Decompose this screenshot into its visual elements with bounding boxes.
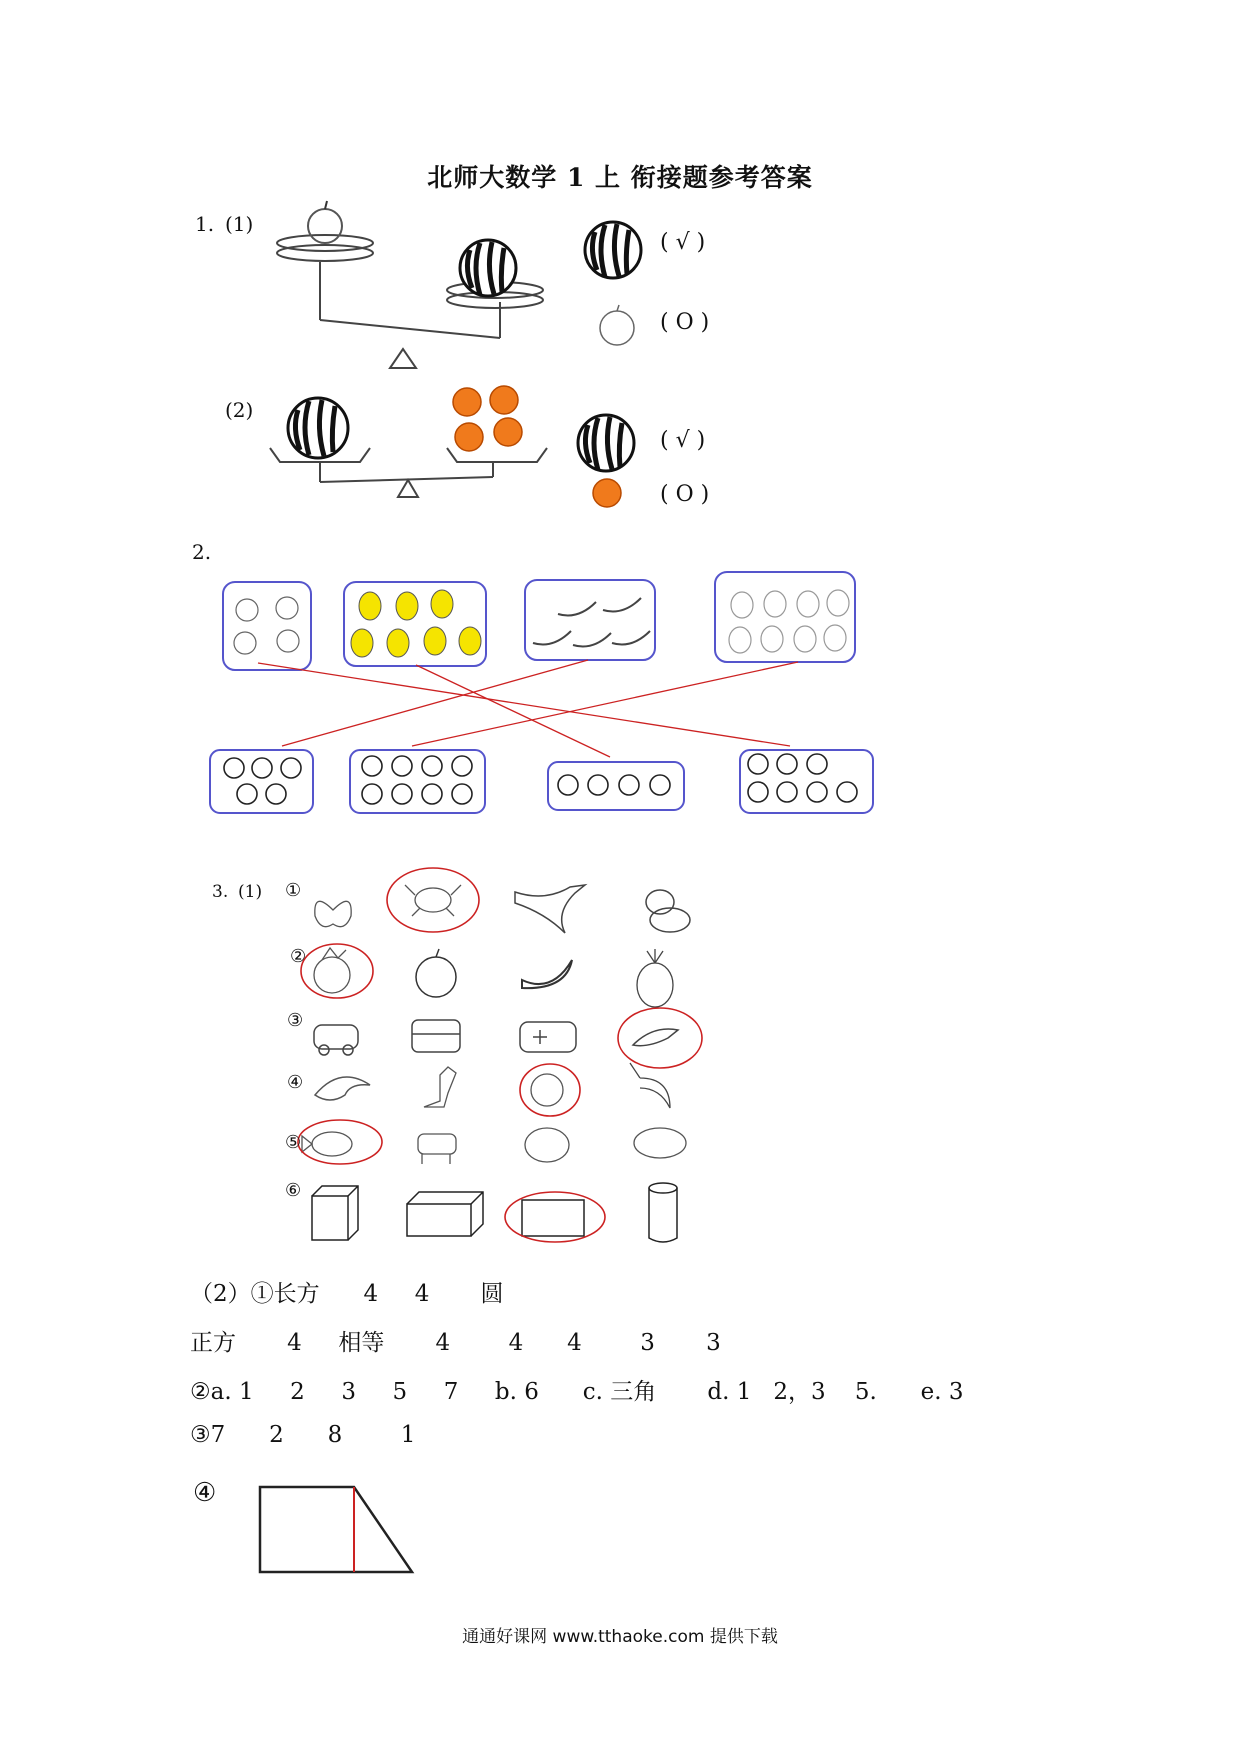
banana-icon [533, 598, 650, 647]
bus-icon [412, 1020, 460, 1052]
q3-number: 3. [212, 882, 229, 902]
q1-part1-label: (1) [225, 212, 254, 236]
ambulance-icon [520, 1022, 576, 1052]
dolphin-icon [315, 1077, 370, 1100]
q1-part2-label: (2) [225, 398, 254, 422]
bee-icon [646, 890, 690, 932]
apple-icon [234, 597, 299, 654]
bird-icon [515, 885, 585, 933]
circle-icon [224, 754, 857, 804]
airplane-icon [633, 1029, 678, 1046]
q2-number: 2. [192, 540, 212, 564]
apple-group-box [223, 582, 311, 670]
goldfish-icon [302, 1132, 352, 1156]
butterfly-icon [315, 901, 351, 926]
q3-part2-line4: ③7 2 8 1 [190, 1422, 416, 1448]
footer-text: 通通好课网 www.tthaoke.com 提供下载 [462, 1627, 778, 1647]
banana-icon [522, 960, 572, 988]
q1-part2-mark-2: ( O ) [660, 482, 710, 507]
pineapple-group-box [715, 572, 855, 662]
car-icon [314, 1025, 358, 1055]
q1-part1-mark-1: ( √ ) [660, 230, 706, 255]
circle-group-box [548, 762, 684, 810]
pig-icon [634, 1128, 686, 1158]
watermelon-icon [578, 415, 634, 471]
pineapple-icon [637, 949, 673, 1007]
q1-number: 1. [195, 212, 215, 236]
q1-part1-mark-2: ( O ) [660, 310, 710, 335]
cube-icon [312, 1186, 358, 1240]
crab-icon [405, 885, 461, 916]
matching-lines [258, 660, 798, 757]
watermelon-icon [585, 222, 641, 278]
crocodile-icon [424, 1067, 456, 1107]
row-label: ② [290, 946, 307, 967]
q3-part2-line3: ②a. 1 2 3 5 7 b. 6 c. 三角 d. 1 2，3 5. e. 3 [190, 1379, 964, 1405]
page-title: 北师大数学 1 上 衔接题参考答案 [427, 163, 813, 192]
row-label: ③ [287, 1010, 304, 1031]
row-label: ⑥ [285, 1180, 302, 1201]
apple-icon [600, 305, 634, 345]
banana-group-box [525, 580, 655, 660]
orange-icon [593, 479, 621, 507]
strawberry-icon [314, 948, 350, 993]
trapezoid-figure [260, 1487, 412, 1572]
pineapple-icon [729, 590, 849, 653]
orange-icon [453, 386, 522, 451]
row-label: ⑤ [285, 1132, 302, 1153]
q1-part2-mark-1: ( √ ) [660, 428, 706, 453]
q3-part2-line5: ④ [193, 1478, 217, 1508]
watermelon-icon [460, 240, 516, 296]
cow-icon [418, 1134, 456, 1164]
q3-part2-line1: （2）①长方 4 4 圆 [190, 1281, 504, 1307]
pig-icon [525, 1128, 569, 1162]
watermelon-icon [288, 398, 348, 458]
shrimp-icon [630, 1063, 670, 1108]
pear-icon [351, 590, 481, 657]
q3-part2-line2: 正方 4 相等 4 4 4 3 3 [190, 1330, 721, 1356]
row-label: ④ [287, 1072, 304, 1093]
q3-part1-label: (1) [238, 882, 263, 902]
rectangle-icon [522, 1200, 584, 1236]
cylinder-icon [649, 1183, 677, 1242]
row-label: ① [285, 880, 302, 901]
chick-icon [531, 1074, 563, 1106]
cuboid-icon [407, 1192, 483, 1236]
apple-icon [416, 949, 456, 997]
